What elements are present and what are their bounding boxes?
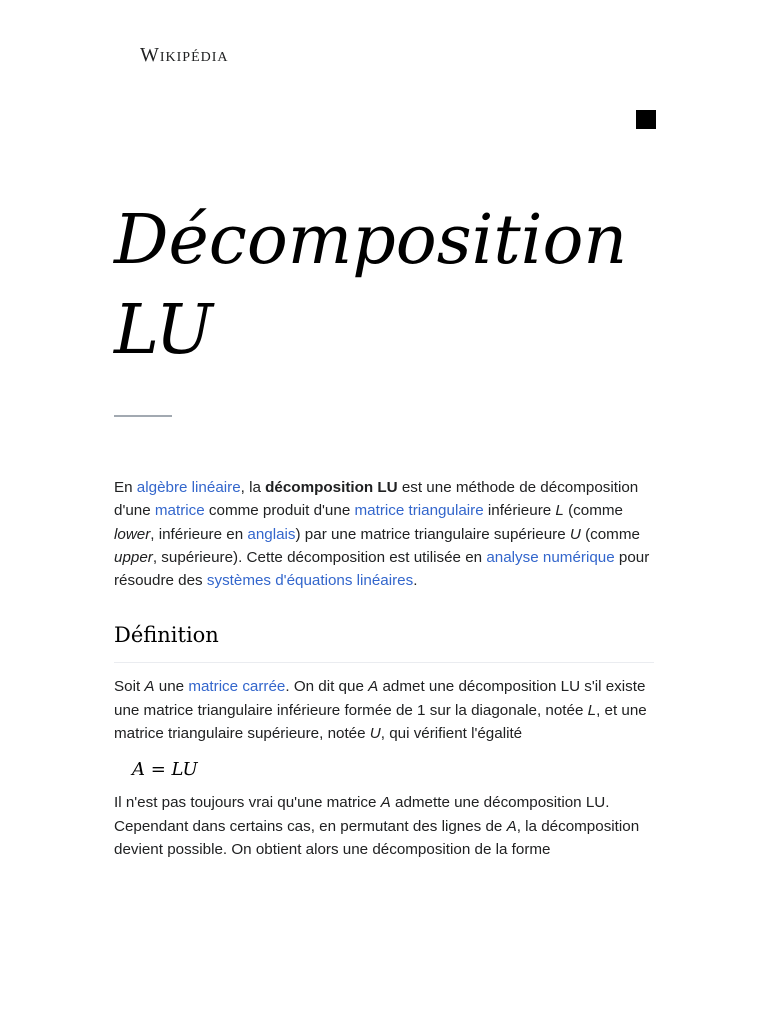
math-var: U <box>369 725 381 743</box>
text: , supérieure). Cette décomposition est utilisée en <box>152 548 487 566</box>
text: est une méthode de décomposition d'une <box>114 479 639 520</box>
math-var: L <box>587 701 597 719</box>
text: , et une matrice triangulaire supérieure, notée <box>114 701 647 743</box>
article-content <box>114 476 654 861</box>
text: Il n'est pas toujours vrai qu'une matrice <box>114 794 381 812</box>
text: pour résoudre des <box>114 548 650 590</box>
definition-paragraph-2 <box>114 791 654 861</box>
formula-a-equals-lu <box>132 757 654 783</box>
link-matrice[interactable]: matrice <box>154 502 205 520</box>
text: comme produit d'une <box>204 502 355 520</box>
link-matrice-triangulaire[interactable]: matrice triangulaire <box>354 502 484 520</box>
text: , qui vérifient l'égalité <box>380 725 523 743</box>
link-algebre-lineaire[interactable]: algèbre linéaire <box>136 479 241 496</box>
math-var: U <box>569 525 581 543</box>
text: (comme <box>580 525 640 543</box>
title-divider <box>114 415 172 417</box>
bold-term: décomposition LU <box>265 479 398 496</box>
formula-rhs: LU <box>171 759 198 781</box>
text: (comme <box>563 502 623 520</box>
text: admet une décomposition LU s'il existe une matrice triangulaire inférieure formée de 1 sur la diagonale, notée <box>114 678 646 719</box>
section-heading-definition[interactable]: Définition <box>114 620 654 663</box>
text: ) par une matrice triangulaire supérieure <box>295 525 570 543</box>
link-matrice-carree[interactable]: matrice carrée <box>188 678 286 696</box>
italic-term: upper <box>114 548 153 566</box>
definition-paragraph-1 <box>114 675 654 745</box>
formula-operator: = <box>145 759 172 781</box>
text: , la décomposition devient possible. On obtient alors une décomposition de la forme <box>114 817 640 858</box>
text: , inférieure en <box>150 525 248 543</box>
text: , la <box>240 479 266 496</box>
page-title-line2: LU <box>114 291 213 370</box>
formula-lhs: A <box>132 759 145 781</box>
text: Soit <box>114 678 145 696</box>
math-var: L <box>555 502 564 520</box>
text: . <box>413 572 418 590</box>
menu-icon[interactable] <box>636 110 656 129</box>
link-analyse-numerique[interactable]: analyse numérique <box>486 548 615 566</box>
italic-term: lower <box>114 525 151 543</box>
wikipedia-wordmark[interactable]: Wikipédia <box>140 44 229 66</box>
math-var: A <box>144 678 155 696</box>
text: En <box>114 479 137 496</box>
text: admette une décomposition LU. Cependant dans certains cas, en permutant des lignes de <box>114 794 610 835</box>
page-title <box>114 196 674 376</box>
intro-paragraph <box>114 476 654 592</box>
math-var: A <box>506 817 517 835</box>
text: . On dit que <box>285 678 369 696</box>
math-var: A <box>380 794 391 812</box>
link-anglais[interactable]: anglais <box>247 525 296 543</box>
link-systemes-equations-lineaires[interactable]: systèmes d'équations linéaires <box>206 572 414 590</box>
text: inférieure <box>483 502 556 520</box>
text: une <box>154 678 189 696</box>
math-var: A <box>368 678 379 696</box>
page-title-line1: Décomposition <box>114 201 628 280</box>
